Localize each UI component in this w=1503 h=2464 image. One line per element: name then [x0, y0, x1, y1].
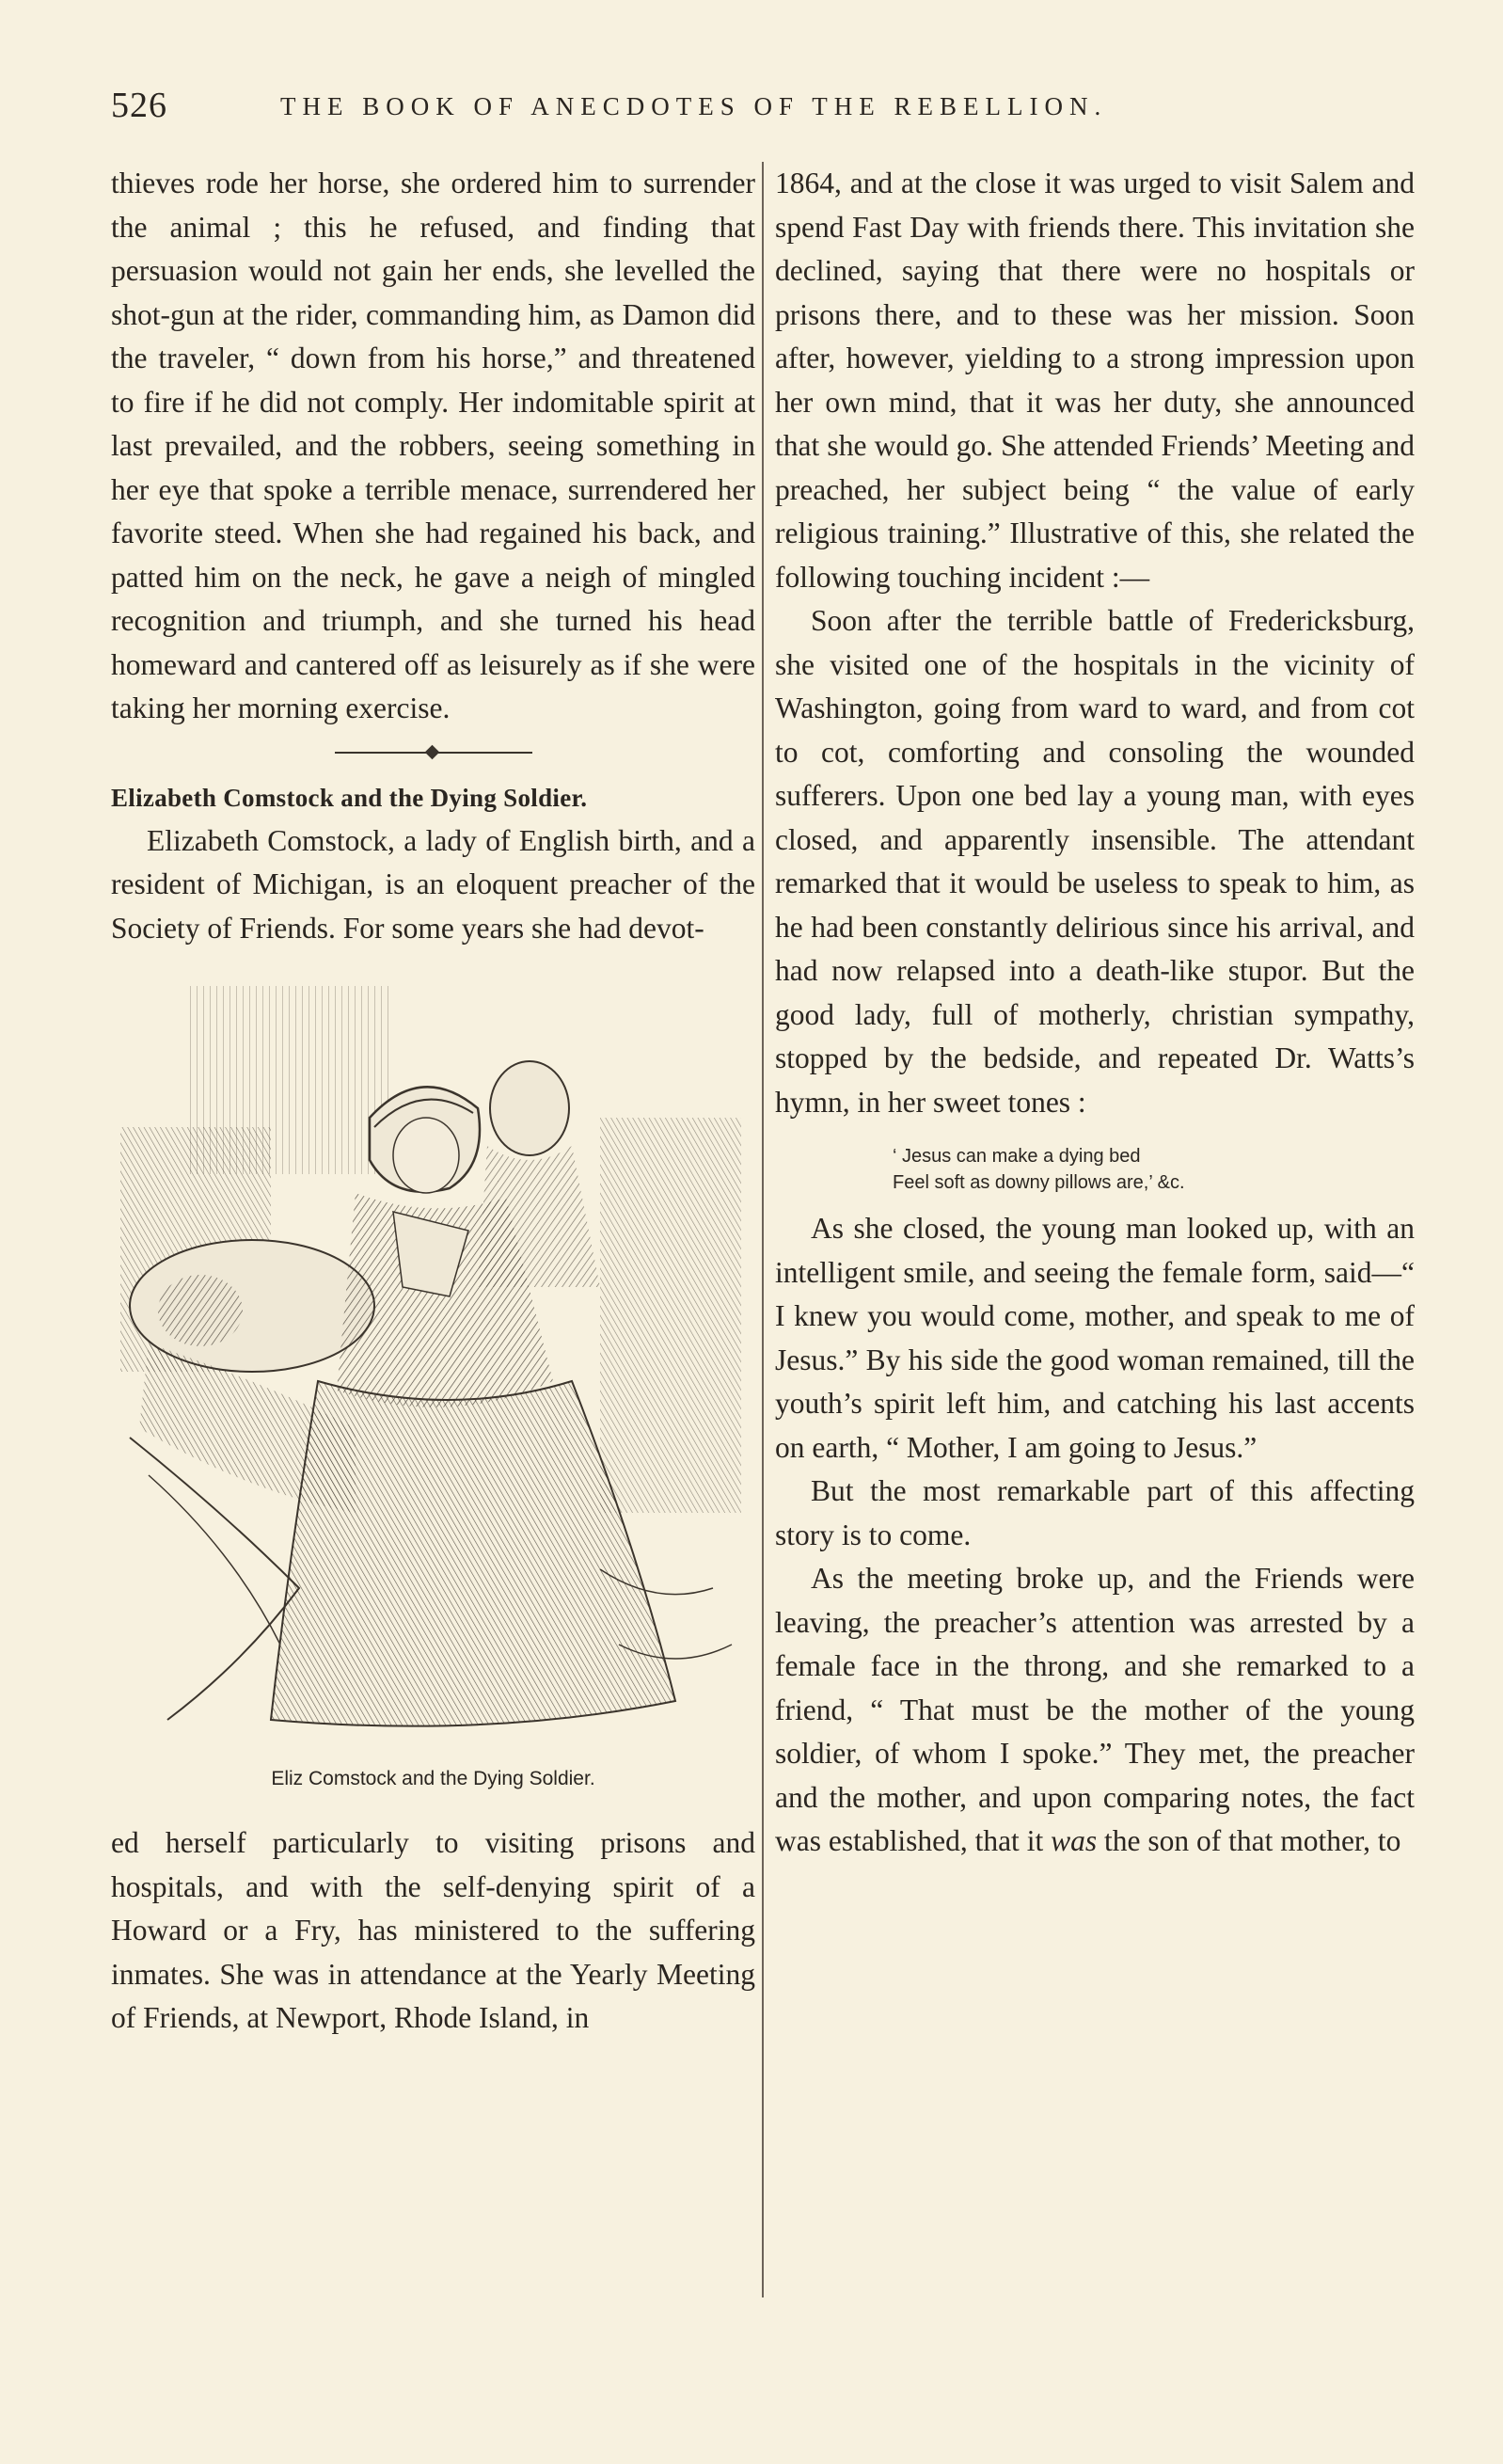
paragraph [775, 1557, 1415, 1864]
illustration-caption: Eliz Comstock and the Dying Soldier. [271, 1768, 595, 1789]
paragraph: But the most remarkable part of this affecting story is to come. [775, 1474, 1415, 1551]
section-heading: Elizabeth Comstock and the Dying Soldier. [111, 783, 588, 812]
page-number: 526 [111, 86, 167, 125]
paragraph: Soon after the terrible battle of Fredericksburg, she visited one of the hospitals in the vicinity of Washington, going from ward to ward, and from cot to cot, comforting and consoling the wounded sufferers. Upon one bed lay a young man, with eyes closed, and apparently insensible. The attendant remarked that it would be useless to speak to him, as he had been constantly delirious since his arrival, and had now relapsed into a death-like stupor. But the good lady, full of motherly, christian sympathy, stopped by the bedside, and repeated Dr. Watts’s hymn, in her sweet tones : [775, 604, 1415, 1119]
engraving-illustration [111, 986, 755, 1757]
paragraph: ed herself particularly to visiting prisons and hospitals, and with the self-denying spirit of a Howard or a Fry, has ministered to the suffering inmates. She was in attendance at the Yearly Meeting of Friends, at Newport, Rhode Island, in [111, 1826, 755, 2034]
emphasis-text: was [1051, 1824, 1098, 1857]
quote-line: ‘ Jesus can make a dying bed [893, 1146, 1141, 1167]
quote-line: Feel soft as downy pillows are,’ &c. [893, 1172, 1185, 1193]
hymn-quote [775, 1143, 1415, 1196]
left-column [111, 162, 755, 2041]
section-separator [335, 739, 532, 767]
paragraph: thieves rode her horse, she ordered him to surrender the animal ; this he refused, and finding that persuasion would not gain her ends, she levelled the shot-gun at the rider, commanding him, as Damon did the traveler, “ down from his horse,” and threatened to fire if he did not comply. Her indomitable spirit at last prevailed, and the robbers, seeing something in her eye that spoke a terrible menace, surrendered her favorite steed. When she had regained his back, and patted him on the neck, he gave a neigh of mingled recognition and triumph, and she turned his head homeward and cantered off as leisurely as if she were taking her morning exercise. [111, 167, 755, 724]
paragraph: 1864, and at the close it was urged to visit Salem and spend Fast Day with friends there. This invitation she declined, saying that there were no hospitals or prisons there, and to these was her mission. Soon after, however, yielding to a strong impression upon her own mind, that it was her duty, she announced that she would go. She attended Friends’ Meeting and preached, her subject being “ the value of early religious training.” Illustrative of this, she related the following touching incident :— [775, 167, 1415, 594]
paragraph: As she closed, the young man looked up, with an intelligent smile, and seeing the female form, said—“ I knew you would come, mother, and speak to me of Jesus.” By his side the good woman remained, till the youth’s spirit left him, and catching his last accents on earth, “ Mother, I am going to Jesus.” [775, 1212, 1415, 1464]
running-head: THE BOOK OF ANECDOTES OF THE REBELLION. [280, 92, 1108, 120]
right-column [775, 162, 1415, 1864]
paragraph-text: As the meeting broke up, and the Friends were leaving, the preacher’s attention was arrested by a female face in the throng, and she remarked to a friend, “ That must be the mother of the young soldier, of whom I spoke.” They met, the preacher and the mother, and upon comparing notes, the fact was established, that it [775, 1562, 1415, 1857]
paragraph: Elizabeth Comstock, a lady of English birth, and a resident of Michigan, is an eloquent preacher of the Society of Friends. For some years she had devot- [111, 823, 755, 945]
engraving-image [111, 986, 755, 1757]
page-header [111, 85, 1409, 132]
column-divider [762, 162, 764, 2297]
paragraph-text: the son of that mother, to [1097, 1824, 1401, 1857]
